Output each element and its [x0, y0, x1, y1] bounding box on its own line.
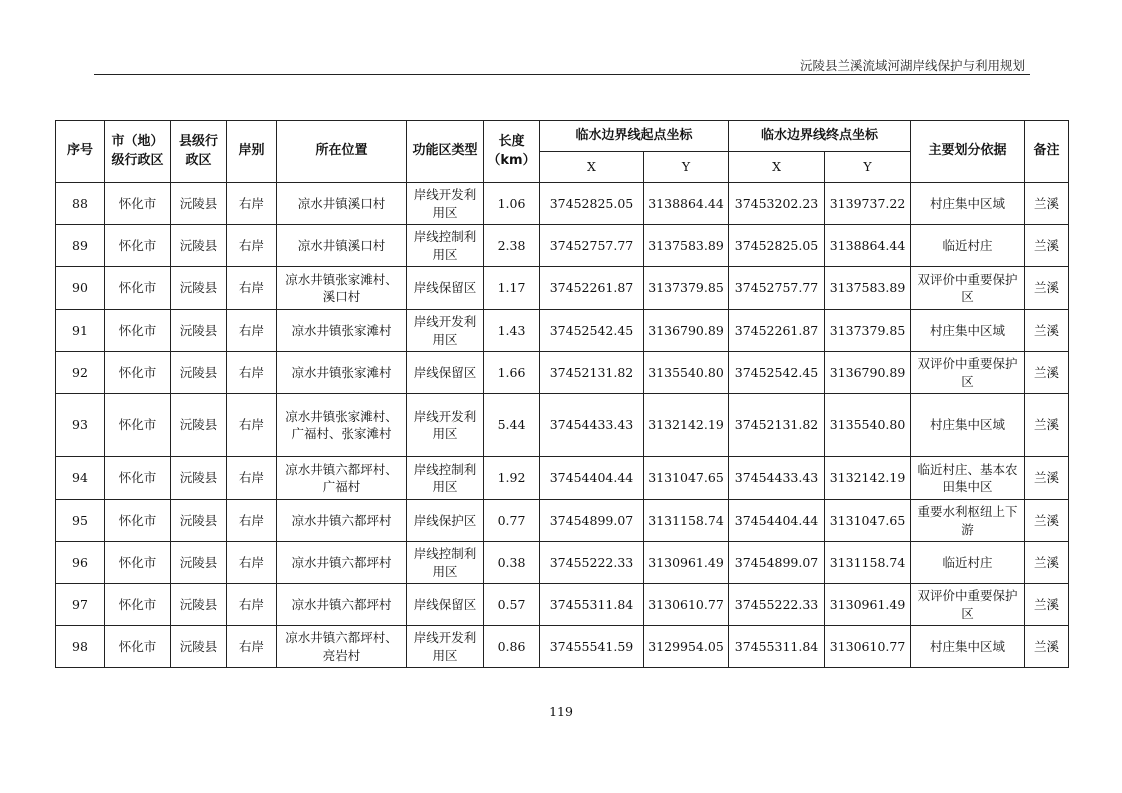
cell-length: 1.92: [484, 457, 540, 500]
cell-remark: 兰溪: [1025, 626, 1069, 668]
cell-seq: 88: [56, 183, 105, 225]
cell-end-y: 3131158.74: [825, 542, 911, 584]
cell-basis: 双评价中重要保护区: [911, 352, 1025, 394]
cell-end-x: 37452542.45: [729, 352, 825, 394]
cell-basis: 村庄集中区域: [911, 183, 1025, 225]
cell-zone-type: 岸线保留区: [407, 584, 484, 626]
cell-end-x: 37452757.77: [729, 267, 825, 310]
cell-end-y: 3130961.49: [825, 584, 911, 626]
cell-city: 怀化市: [105, 584, 171, 626]
cell-county: 沅陵县: [171, 394, 227, 457]
cell-basis: 临近村庄: [911, 542, 1025, 584]
cell-bank: 右岸: [227, 457, 277, 500]
cell-start-x: 37455311.84: [540, 584, 644, 626]
cell-end-x: 37452825.05: [729, 225, 825, 267]
cell-county: 沅陵县: [171, 183, 227, 225]
cell-length: 1.43: [484, 310, 540, 352]
cell-remark: 兰溪: [1025, 183, 1069, 225]
table-row: [56, 310, 1069, 352]
cell-city: 怀化市: [105, 267, 171, 310]
cell-start-y: 3130961.49: [644, 542, 729, 584]
cell-location: 凉水井镇六都坪村、广福村: [277, 457, 407, 500]
cell-seq: 92: [56, 352, 105, 394]
cell-length: 1.66: [484, 352, 540, 394]
cell-location: 凉水井镇六都坪村: [277, 542, 407, 584]
cell-bank: 右岸: [227, 352, 277, 394]
table-row: [56, 225, 1069, 267]
cell-end-y: 3138864.44: [825, 225, 911, 267]
cell-bank: 右岸: [227, 310, 277, 352]
cell-bank: 右岸: [227, 626, 277, 668]
cell-city: 怀化市: [105, 183, 171, 225]
cell-remark: 兰溪: [1025, 310, 1069, 352]
cell-seq: 97: [56, 584, 105, 626]
cell-seq: 96: [56, 542, 105, 584]
document-header-title: 沅陵县兰溪流域河湖岸线保护与利用规划: [799, 58, 1025, 73]
cell-length: 0.86: [484, 626, 540, 668]
table-row: [56, 542, 1069, 584]
cell-start-y: 3131047.65: [644, 457, 729, 500]
cell-location: 凉水井镇六都坪村、亮岩村: [277, 626, 407, 668]
cell-end-x: 37455311.84: [729, 626, 825, 668]
cell-remark: 兰溪: [1025, 584, 1069, 626]
cell-start-x: 37455541.59: [540, 626, 644, 668]
cell-start-y: 3137379.85: [644, 267, 729, 310]
cell-city: 怀化市: [105, 352, 171, 394]
cell-seq: 98: [56, 626, 105, 668]
cell-county: 沅陵县: [171, 310, 227, 352]
table-header: [56, 121, 1069, 183]
cell-city: 怀化市: [105, 457, 171, 500]
header-location: 所在位置: [277, 121, 407, 183]
header-start-coordinates: 临水边界线起点坐标: [540, 121, 729, 152]
cell-location: 凉水井镇张家滩村、广福村、张家滩村: [277, 394, 407, 457]
cell-end-x: 37455222.33: [729, 584, 825, 626]
cell-remark: 兰溪: [1025, 352, 1069, 394]
cell-start-x: 37454404.44: [540, 457, 644, 500]
cell-county: 沅陵县: [171, 542, 227, 584]
cell-end-x: 37454433.43: [729, 457, 825, 500]
cell-end-y: 3137379.85: [825, 310, 911, 352]
cell-basis: 临近村庄: [911, 225, 1025, 267]
shoreline-zoning-table: [55, 120, 1069, 668]
header-remark: 备注: [1025, 121, 1069, 183]
cell-zone-type: 岸线开发利用区: [407, 310, 484, 352]
cell-county: 沅陵县: [171, 352, 227, 394]
cell-seq: 90: [56, 267, 105, 310]
header-seq: 序号: [56, 121, 105, 183]
cell-location: 凉水井镇溪口村: [277, 225, 407, 267]
cell-location: 凉水井镇张家滩村: [277, 310, 407, 352]
cell-city: 怀化市: [105, 225, 171, 267]
cell-end-y: 3132142.19: [825, 457, 911, 500]
cell-start-y: 3137583.89: [644, 225, 729, 267]
cell-end-x: 37453202.23: [729, 183, 825, 225]
cell-remark: 兰溪: [1025, 542, 1069, 584]
cell-county: 沅陵县: [171, 457, 227, 500]
table-row: [56, 352, 1069, 394]
cell-remark: 兰溪: [1025, 394, 1069, 457]
cell-seq: 95: [56, 500, 105, 542]
cell-city: 怀化市: [105, 626, 171, 668]
cell-city: 怀化市: [105, 310, 171, 352]
header-start-y: Y: [644, 152, 729, 183]
header-county: 县级行政区: [171, 121, 227, 183]
cell-county: 沅陵县: [171, 267, 227, 310]
table-row: [56, 500, 1069, 542]
cell-length: 1.17: [484, 267, 540, 310]
cell-location: 凉水井镇张家滩村、溪口村: [277, 267, 407, 310]
cell-length: 0.57: [484, 584, 540, 626]
cell-bank: 右岸: [227, 183, 277, 225]
cell-end-x: 37454404.44: [729, 500, 825, 542]
cell-basis: 临近村庄、基本农田集中区: [911, 457, 1025, 500]
cell-remark: 兰溪: [1025, 267, 1069, 310]
table-body: [56, 183, 1069, 668]
cell-location: 凉水井镇张家滩村: [277, 352, 407, 394]
cell-bank: 右岸: [227, 267, 277, 310]
header-city: 市（地）级行政区: [105, 121, 171, 183]
header-end-x: X: [729, 152, 825, 183]
cell-bank: 右岸: [227, 542, 277, 584]
cell-basis: 村庄集中区域: [911, 394, 1025, 457]
table-row: [56, 457, 1069, 500]
cell-end-y: 3130610.77: [825, 626, 911, 668]
cell-seq: 93: [56, 394, 105, 457]
cell-basis: 村庄集中区域: [911, 310, 1025, 352]
cell-zone-type: 岸线开发利用区: [407, 183, 484, 225]
cell-bank: 右岸: [227, 584, 277, 626]
cell-start-x: 37454433.43: [540, 394, 644, 457]
header-divider: [94, 74, 1030, 75]
header-bank: 岸别: [227, 121, 277, 183]
cell-zone-type: 岸线保留区: [407, 267, 484, 310]
table-row: [56, 267, 1069, 310]
cell-start-y: 3135540.80: [644, 352, 729, 394]
page-number: 119: [549, 704, 573, 719]
header-end-coordinates: 临水边界线终点坐标: [729, 121, 911, 152]
cell-length: 1.06: [484, 183, 540, 225]
cell-bank: 右岸: [227, 225, 277, 267]
table-row: [56, 183, 1069, 225]
cell-end-y: 3135540.80: [825, 394, 911, 457]
cell-bank: 右岸: [227, 500, 277, 542]
cell-county: 沅陵县: [171, 584, 227, 626]
cell-zone-type: 岸线开发利用区: [407, 626, 484, 668]
cell-end-y: 3131047.65: [825, 500, 911, 542]
cell-basis: 双评价中重要保护区: [911, 584, 1025, 626]
cell-location: 凉水井镇溪口村: [277, 183, 407, 225]
cell-start-x: 37455222.33: [540, 542, 644, 584]
cell-county: 沅陵县: [171, 626, 227, 668]
header-end-y: Y: [825, 152, 911, 183]
cell-start-x: 37452261.87: [540, 267, 644, 310]
cell-end-y: 3136790.89: [825, 352, 911, 394]
cell-basis: 重要水利枢纽上下游: [911, 500, 1025, 542]
cell-start-y: 3138864.44: [644, 183, 729, 225]
cell-zone-type: 岸线控制利用区: [407, 542, 484, 584]
cell-seq: 89: [56, 225, 105, 267]
cell-end-x: 37452261.87: [729, 310, 825, 352]
cell-zone-type: 岸线控制利用区: [407, 457, 484, 500]
cell-city: 怀化市: [105, 500, 171, 542]
cell-remark: 兰溪: [1025, 457, 1069, 500]
header-zone-type: 功能区类型: [407, 121, 484, 183]
cell-start-x: 37452542.45: [540, 310, 644, 352]
cell-start-x: 37452825.05: [540, 183, 644, 225]
cell-remark: 兰溪: [1025, 225, 1069, 267]
cell-bank: 右岸: [227, 394, 277, 457]
cell-end-x: 37452131.82: [729, 394, 825, 457]
cell-zone-type: 岸线开发利用区: [407, 394, 484, 457]
table-row: [56, 584, 1069, 626]
table-row: [56, 394, 1069, 457]
cell-start-y: 3130610.77: [644, 584, 729, 626]
cell-remark: 兰溪: [1025, 500, 1069, 542]
cell-start-x: 37452131.82: [540, 352, 644, 394]
cell-basis: 双评价中重要保护区: [911, 267, 1025, 310]
cell-start-y: 3129954.05: [644, 626, 729, 668]
cell-zone-type: 岸线保护区: [407, 500, 484, 542]
cell-county: 沅陵县: [171, 500, 227, 542]
cell-length: 0.38: [484, 542, 540, 584]
cell-city: 怀化市: [105, 394, 171, 457]
cell-end-y: 3139737.22: [825, 183, 911, 225]
cell-county: 沅陵县: [171, 225, 227, 267]
cell-seq: 94: [56, 457, 105, 500]
cell-basis: 村庄集中区域: [911, 626, 1025, 668]
cell-start-x: 37454899.07: [540, 500, 644, 542]
cell-start-y: 3132142.19: [644, 394, 729, 457]
table-row: [56, 626, 1069, 668]
cell-length: 2.38: [484, 225, 540, 267]
header-basis: 主要划分依据: [911, 121, 1025, 183]
cell-start-y: 3131158.74: [644, 500, 729, 542]
header-length: 长度（km）: [484, 121, 540, 183]
cell-city: 怀化市: [105, 542, 171, 584]
header-start-x: X: [540, 152, 644, 183]
cell-end-x: 37454899.07: [729, 542, 825, 584]
cell-length: 0.77: [484, 500, 540, 542]
cell-start-x: 37452757.77: [540, 225, 644, 267]
cell-length: 5.44: [484, 394, 540, 457]
cell-seq: 91: [56, 310, 105, 352]
cell-zone-type: 岸线控制利用区: [407, 225, 484, 267]
cell-start-y: 3136790.89: [644, 310, 729, 352]
cell-zone-type: 岸线保留区: [407, 352, 484, 394]
cell-location: 凉水井镇六都坪村: [277, 584, 407, 626]
cell-location: 凉水井镇六都坪村: [277, 500, 407, 542]
cell-end-y: 3137583.89: [825, 267, 911, 310]
